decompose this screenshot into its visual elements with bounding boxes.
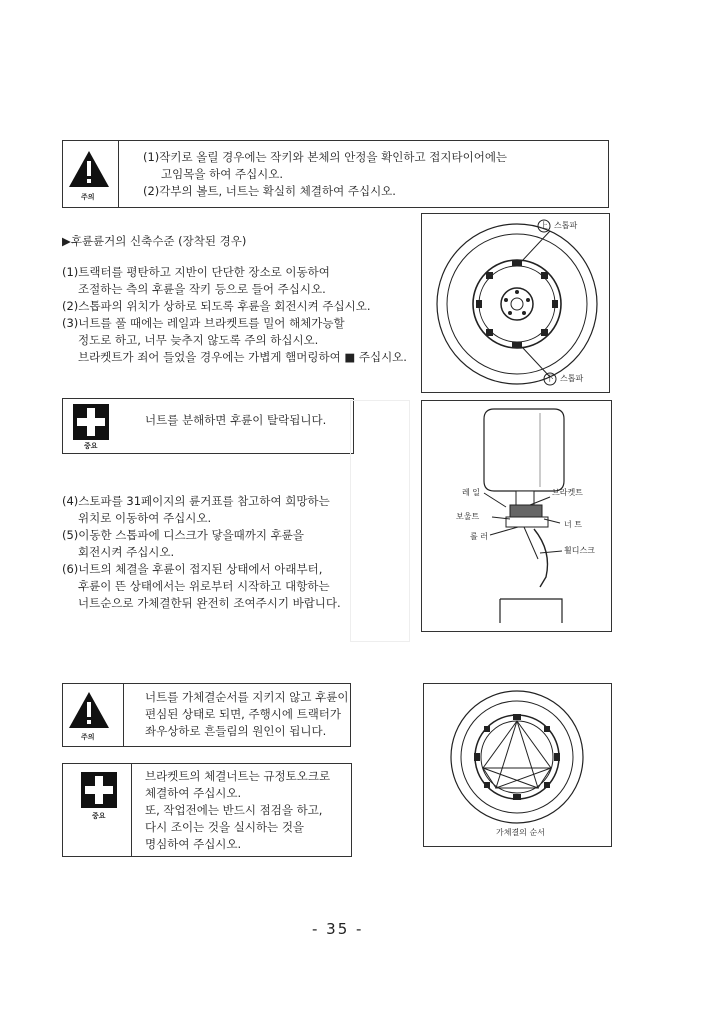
bolt-label: 보울트 (456, 512, 480, 521)
stopper-bottom-label: 스톱파 (560, 374, 584, 383)
step-line: 너트순으로 가체결한뒤 완전히 조여주시기 바랍니다. (78, 596, 341, 610)
step-line: 조절하는 측의 후륜을 작키 등으로 들어 주십시오. (78, 282, 326, 296)
figure-wheel-stoppers (421, 213, 610, 393)
important-line: 다시 조이는 것을 실시하는 것을 (145, 820, 305, 834)
stopper-top-mark: 上 (540, 221, 548, 230)
wheel-disc-label: 휠디스크 (564, 546, 595, 555)
caution-line: 너트를 가체결순서를 지키지 않고 후륜이 (145, 690, 349, 704)
stopper-top-label: 스톱파 (554, 221, 578, 230)
step-line: (3)너트를 풀 때에는 레일과 브라켓트를 밀어 해체가능할 (62, 316, 345, 330)
rail-label: 레 일 (462, 488, 480, 497)
icon-caption: 중요 (92, 812, 106, 820)
caution-line: 편심된 상태로 되면, 주행시에 트랙터가 (145, 707, 342, 721)
step-line: 위치로 이동하여 주십시오. (78, 511, 212, 525)
icon-caption: 주의 (81, 733, 95, 741)
step-line: 회전시켜 주십시오. (78, 545, 175, 559)
important-line: 체결하여 주십시오. (145, 786, 242, 800)
stopper-bottom-mark: 下 (546, 374, 554, 383)
important-line: 또, 작업전에는 반드시 점검을 하고, (145, 803, 323, 817)
caution-box-2 (62, 683, 351, 747)
important-line: 브라켓트의 체결너트는 규정토오크로 (145, 769, 331, 783)
figure-caption: 가체결의 순서 (496, 828, 545, 837)
caution-line: (2)각부의 볼트, 너트는 확실히 체결하여 주십시오. (143, 184, 396, 198)
important-line: 명심하여 주십시오. (145, 837, 242, 851)
page-number: - 35 - (312, 920, 364, 938)
caution-divider (123, 684, 124, 746)
step-line: (5)이동한 스톱파에 디스크가 닿을때까지 후륜을 (62, 528, 304, 542)
caution-line: (1)작키로 올릴 경우에는 작키와 본체의 안정을 확인하고 접지타이어에는 (143, 150, 508, 164)
important-text: 너트를 분해하면 후륜이 탈락됩니다. (145, 413, 327, 427)
important-divider (131, 764, 132, 856)
roller-label: 롤 러 (470, 532, 488, 541)
bracket-label: 브라켓트 (552, 488, 583, 497)
caution-line: 좌우상하로 흔들림의 원인이 됩니다. (145, 724, 327, 738)
figure-bracket-detail (421, 400, 612, 632)
step-line: 브라켓트가 죄어 들었을 경우에는 가볍게 햄머링하여 ■ 주십시오. (78, 350, 407, 364)
wheel-illustration (422, 214, 609, 392)
bracket-illustration (422, 401, 611, 631)
step-line: (1)트랙터를 평탄하고 지반이 단단한 장소로 이동하여 (62, 265, 330, 279)
first-aid-icon (81, 772, 121, 822)
icon-caption: 중요 (84, 442, 98, 450)
important-box-1 (62, 398, 354, 454)
warning-icon (67, 690, 111, 742)
step-line: 후륜이 뜬 상태에서는 위로부터 시작하고 대항하는 (78, 579, 330, 593)
step-line: 정도로 하고, 너무 늦추지 않도록 주의 하십시오. (78, 333, 319, 347)
warning-icon (67, 149, 111, 201)
tightening-order-illustration (424, 684, 611, 846)
caution-divider (118, 141, 119, 207)
step-line: (6)너트의 체결을 후륜이 접지된 상태에서 아래부터, (62, 562, 323, 576)
important-box-2 (62, 763, 352, 857)
section-heading: ▶후륜륜거의 신축수준 (장착된 경우) (62, 234, 247, 248)
caution-box-1 (62, 140, 609, 208)
faint-trace (350, 400, 410, 642)
caution-line: 고임목을 하여 주십시오. (161, 167, 284, 181)
first-aid-icon (73, 404, 113, 450)
nut-label: 너 트 (564, 520, 582, 529)
step-line: (2)스톱파의 위치가 상하로 되도록 후륜을 회전시켜 주십시오. (62, 299, 371, 313)
step-line: (4)스토파를 31페이지의 륜거표를 참고하여 희망하는 (62, 494, 330, 508)
icon-caption: 주의 (81, 193, 95, 201)
figure-tightening-order (423, 683, 612, 847)
